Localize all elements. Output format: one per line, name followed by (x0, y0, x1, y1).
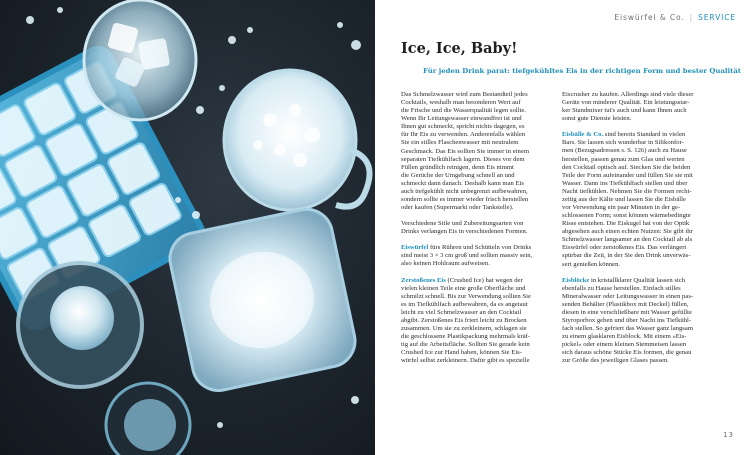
term-zerstossenes-eis: Zerstoßenes Eis (401, 276, 446, 284)
term-eisbaelle: Eisbälle & Co. (562, 131, 604, 139)
text-line: ebenfalls zu Hause herstellen. Einfach stilles (562, 284, 681, 292)
text-line: Styroporbox geben und über Nacht ins Tiefkühl- (562, 317, 692, 325)
text-line: es im Tiefkühlfach aufbewahren, da es angetaut (401, 300, 528, 308)
running-head (614, 13, 736, 22)
text-line: herstellen, passen genau zum Glas und werten (562, 155, 685, 163)
text-fragment: fürs Rühren und Schütteln von Drinks (428, 244, 532, 252)
text-line: ker Standmixer tut's auch und kann Ihnen auch (562, 107, 687, 115)
text-line: diesen in eine verschließbare mit Wasser gefüllte (562, 308, 692, 316)
text-line: würfel selbst zerkleinern. Dafür gibt es spezielle (401, 357, 530, 365)
text-line: men (Bezugsadressen s. S. 126) auch zu Hause (562, 147, 687, 155)
glass-with-ice-ball (18, 263, 142, 387)
text-line: Cocktails, weshalb man besonderen Wert auf (401, 99, 521, 107)
text-line: schmilzt schnell. Bis zur Verwendung sollten Sie (401, 292, 531, 300)
text-line: Sie ein stilles Flaschenwasser mit neutralem (401, 139, 519, 147)
term-eiswuerfel: Eiswürfel (401, 244, 429, 252)
text-line: zu einem glasklaren Eisblock. Mit einem »Eis- (562, 333, 687, 341)
text-line: schlossenen Form; sonst können wärmebedingte (562, 212, 691, 220)
paragraph (562, 91, 716, 123)
text-line: spürbar die Zeit, in der Sie den Drink unverwäs- (562, 252, 691, 260)
text-fragment: in kristallklarer Qualität lassen sich (589, 276, 686, 284)
text-line: Verschiedene Stile und Zubereitungsarten von (401, 220, 524, 228)
paragraph (401, 91, 555, 212)
running-head-section: Eiswürfel & Co. (614, 13, 685, 22)
text-line: senden Behälter (Plastikbox mit Deckel) füllen, (562, 300, 689, 308)
text-line: Geschmack. Das Eis sollten Sie immer in einem (401, 147, 529, 155)
running-head-chapter: SERVICE (698, 13, 736, 22)
text-line (562, 131, 716, 139)
text-line: den Cocktail optisch auf. Stecken Sie die beiden (562, 163, 691, 171)
text-line: Bars. Sie lassen sich wunderbar in Silikonfor- (562, 139, 684, 147)
text-line: fach stellen. So gefriert das Wasser ganz langsam (562, 325, 694, 333)
text-line (401, 244, 555, 252)
text-line: sonst gute Dienste leisten. (562, 115, 632, 123)
text-page (375, 0, 750, 455)
text-line: Crushed Ice zur Hand haben, können Sie Eis- (401, 349, 522, 357)
text-line: Wasser. Dann ins Tiefkühlfach stellen und über (562, 179, 688, 187)
text-line: pickel« oder einem kleinen Stemmeisen lassen (562, 341, 687, 349)
text-line: Schmelzwasser langsamer an den Cocktail ab als (562, 236, 693, 244)
glass-with-cubes (84, 0, 196, 120)
text-line: Wenn Ihr Leitungswasser einwandfrei ist und (401, 115, 522, 123)
text-line: Füllen gründlich reinigen, denn Eis nimmt (401, 163, 514, 171)
text-line: sich daraus schöne Stücke Eis formen, die genau (562, 349, 692, 357)
text-line: für Ihr Eis zu verwenden. Anderenfalls wählen (401, 131, 526, 139)
text-line: schmeckt dann danach. Deshalb kann man Eis (401, 179, 524, 187)
text-line: vor Verwendung ein paar Minuten in der ge- (562, 204, 681, 212)
text-line (401, 277, 555, 285)
text-line: abgesehen auch einen echten Nutzen: Sie gibt ihr (562, 228, 693, 236)
article-title: Ice, Ice, Baby! (401, 40, 518, 57)
text-line: Drinks verlangen Eis in verschiedenen Formen. (401, 228, 528, 236)
text-fragment: sind bereits Standard in vielen (603, 131, 686, 139)
text-line: abgibt. Zerstoßenes Eis friert leicht zu Brocken (401, 316, 527, 324)
text-line: die geschlossene Plastikpackung mehrmals kräf- (401, 333, 531, 341)
text-line: leicht zu viel Schmelzwasser an den Cocktail (401, 308, 522, 316)
text-line: oder kaufen (Supermarkt oder Tankstelle). (401, 204, 514, 212)
text-line: sind meist 3 × 3 cm groß und sollten massiv sein, (401, 252, 533, 260)
text-line: die Frische und die Wasserqualität legen sollte. (401, 107, 526, 115)
text-line (562, 277, 716, 285)
jug-with-crushed-ice (224, 70, 370, 210)
text-line: separaten Tiefkühlfach lagern. Dieses vor dem (401, 155, 525, 163)
text-column-right (562, 91, 716, 374)
ice-ball-blue (106, 383, 190, 455)
text-line: Eiscrusher zu kaufen. Allerdings sind viele dieser (562, 91, 694, 98)
running-head-separator: | (689, 13, 694, 22)
text-line: sert genießen können. (562, 260, 621, 268)
text-line: Geräte von minderer Qualität. Ein leistungsstar- (562, 99, 690, 107)
paragraph (401, 220, 555, 236)
paragraph-eiswuerfel (401, 244, 555, 268)
text-fragment: (Crushed Ice) hat wegen der (445, 276, 523, 284)
text-line: sondern sollte es immer wieder frisch herstellen (401, 196, 529, 204)
text-line: vielen kleinen Teile eine große Oberfläche und (401, 284, 526, 292)
text-line: die Gerüche der Umgebung schnell an und (401, 171, 515, 179)
text-line: Mineralwasser oder Leitungswasser in einen pas- (562, 292, 694, 300)
term-eisbloecke: Eisblöcke (562, 276, 590, 284)
text-line: zeitig aus der Kälte und lassen Sie die Eisbälle (562, 195, 686, 203)
text-line: auch tiefgekühlt nicht unbegrenzt aufbewahren, (401, 187, 528, 195)
text-column-left (401, 91, 555, 373)
text-line: tig auf die Arbeitsfläche. Sollten Sie gerade kein (401, 341, 530, 349)
paragraph-eisbloecke (562, 277, 716, 366)
text-line: Nacht tiefkühlen. Nehmen Sie die Formen recht- (562, 187, 692, 195)
text-line: also keinen Hohlraum aufweisen. (401, 260, 490, 268)
text-line: Risse entstehen. Die Eiskugel hat von der Optik (562, 220, 690, 228)
paragraph-crushed-ice (401, 277, 555, 366)
text-line: zusammen. Um sie zu zerkleinern, schlagen sie (401, 325, 527, 333)
text-line: Das Schmelzwasser wird zum Bestandteil jedes (401, 91, 528, 98)
text-line: Eiswürfel oder zerstoßenes Eis. Das verlängert (562, 244, 687, 252)
ice-block (165, 204, 360, 395)
text-line: zur Größe des jeweiligen Glases passen. (562, 357, 669, 365)
text-line: Ihnen gut schmeckt, spricht nichts dagegen, es (401, 123, 525, 131)
paragraph-eisbaelle (562, 131, 716, 268)
page-number: 13 (723, 431, 734, 439)
article-subtitle: Für jeden Drink parat: tiefgekühltes Eis in der richtigen Form und bester Qualität (423, 67, 741, 75)
text-line: Teile der Form aufeinander und füllen Sie sie mit (562, 171, 693, 179)
